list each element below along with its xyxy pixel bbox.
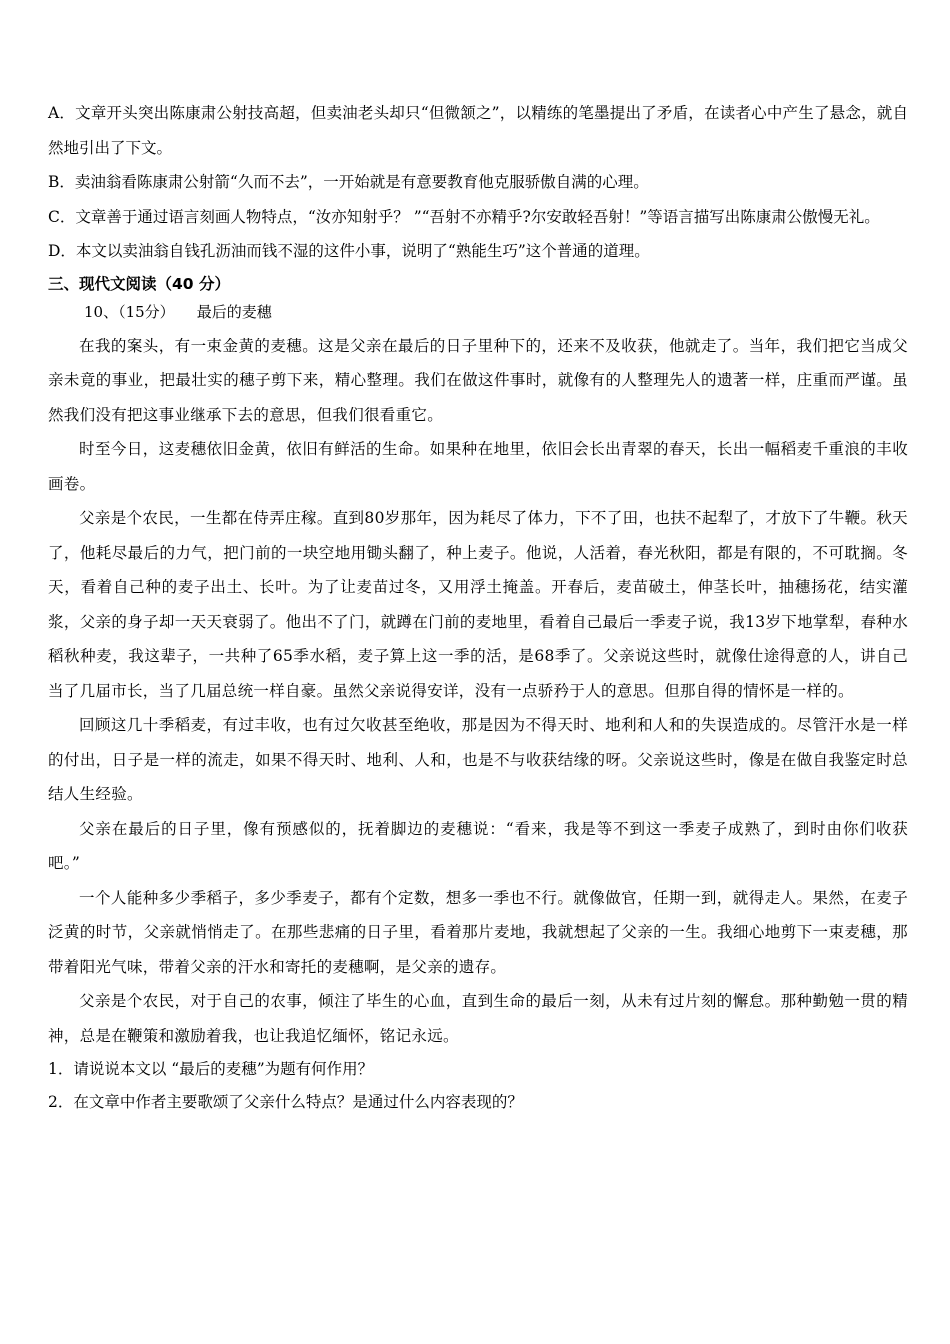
article-paragraph-2: 时至今日，这麦穗依旧金黄，依旧有鲜活的生命。如果种在地里，依旧会长出青翠的春天，长出一幅稻麦千重浪的丰收画卷。 (48, 440, 908, 493)
question-number: 10、（15分） (84, 302, 175, 321)
article-paragraph-3: 父亲是个农民，一生都在侍弄庄稼。直到80岁那年，因为耗尽了体力，下不了田，也扶不起犁了，才放下了牛鞭。秋天了，他耗尽最后的力气，把门前的一块空地用锄头翻了，种上麦子。他说，人活着，春光秋阳，都是有限的，不可耽搁。冬天，看着自己种的麦子出土、长叶。为了让麦苗过冬，又用浮土掩盖。开春后，麦苗破土，伸茎长叶，抽穗扬花，结实灌浆，父亲的身子却一天天衰弱了。他出不了门，就蹲在门前的麦地里，看着自己最后一季麦子说，我13岁下地掌犁，春种水稻秋种麦，我这辈子，一共种了65季水稻，麦子算上这一季的活，是68季了。父亲说这些时，就像仕途得意的人，讲自己当了几届市长，当了几届总统一样自豪。虽然父亲说得安详，没有一点骄矜于人的意思。但那自得的情怀是一样的。 (48, 509, 908, 700)
article-paragraph-7: 父亲是个农民，对于自己的农事，倾注了毕生的心血，直到生命的最后一刻，从未有过片刻的懈怠。那种勤勉一贯的精神，总是在鞭策和激励着我，也让我追忆缅怀，铭记永远。 (48, 992, 908, 1045)
option-c: C．文章善于通过语言刻画人物特点，“汝亦知射乎？ ”“吾射不亦精乎?尔安敢轻吾射！”等语言描写出陈康肃公傲慢无礼。 (48, 207, 880, 226)
exam-page (48, 96, 908, 1119)
question-header (48, 299, 908, 325)
article-paragraph-1: 在我的案头，有一束金黄的麦穗。这是父亲在最后的日子里种下的，还来不及收获，他就走了。当年，我们把它当成父亲未竟的事业，把最壮实的穗子剪下来，精心整理。我们在做这件事时，就像有的人整理先人的遗著一样，庄重而严谨。虽然我们没有把这事业继承下去的意思，但我们很看重它。 (48, 336, 908, 424)
option-d: D．本文以卖油翁自钱孔沥油而钱不湿的这件小事，说明了“熟能生巧”这个普通的道理。 (48, 242, 650, 260)
option-a: A．文章开头突出陈康肃公射技高超，但卖油老头却只“但微颔之”，以精练的笔墨提出了矛盾，在读者心中产生了悬念，就自然地引出了下文。 (48, 104, 908, 157)
sub-question-2: 2．在文章中作者主要歌颂了父亲什么特点？是通过什么内容表现的？ (48, 1093, 523, 1111)
article-paragraph-6: 一个人能种多少季稻子，多少季麦子，都有个定数，想多一季也不行。就像做官，任期一到，就得走人。果然，在麦子泛黄的时节，父亲就悄悄走了。在那些悲痛的日子里，看着那片麦地，我就想起了父亲的一生。我细心地剪下一束麦穗，那带着阳光气味，带着父亲的汗水和寄托的麦穗啊，是父亲的遗存。 (48, 888, 908, 976)
option-b: B．卖油翁看陈康肃公射箭“久而不去”，一开始就是有意要教育他克服骄傲自满的心理。 (48, 173, 649, 191)
sub-question-1: 1．请说说本文以 “最后的麦穗”为题有何作用？ (48, 1060, 374, 1078)
section-heading: 三、现代文阅读（40 分） (48, 274, 230, 293)
article-paragraph-5: 父亲在最后的日子里，像有预感似的，抚着脚边的麦穗说：“看来，我是等不到这一季麦子成熟了，到时由你们收获吧。” (48, 819, 908, 872)
article-title: 最后的麦穗 (196, 302, 272, 321)
article-paragraph-4: 回顾这几十季稻麦，有过丰收，也有过欠收甚至绝收，那是因为不得天时、地利和人和的失误造成的。尽管汗水是一样的付出，日子是一样的流走，如果不得天时、地利、人和，也是不与收获结缘的呀。父亲说这些时，像是在做自我鉴定时总结人生经验。 (48, 716, 908, 803)
